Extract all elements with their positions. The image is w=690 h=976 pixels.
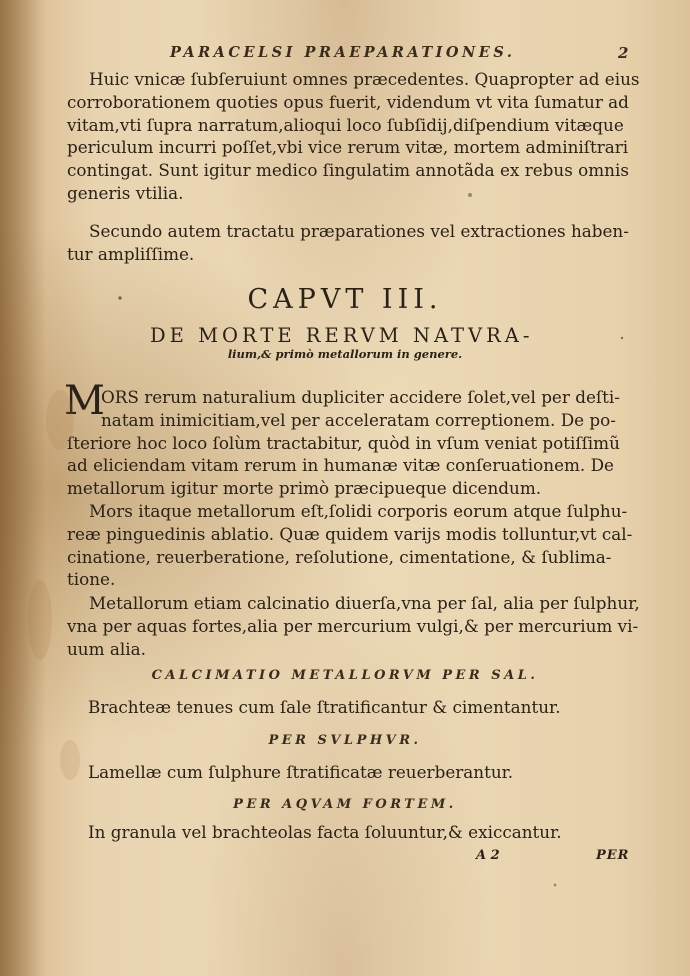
text-line: generis vtilia.: [67, 182, 184, 203]
chapter-title: CAPVT III.: [247, 284, 443, 315]
text-line: ORS rerum naturalium dupliciter accidere ſolet,vel per deſti-: [101, 387, 620, 407]
text-line: reæ pinguedinis ablatio. Quæ quidem varijs modis tolluntur,vt cal-: [67, 523, 633, 544]
text-line: corroborationem quoties opus fuerit, videndum vt vita ſumatur ad: [67, 91, 629, 112]
text-line: tione.: [67, 569, 116, 590]
recipe-aqua-fortis: In granula vel brachteolas facta ſoluuntur,& exiccantur.: [88, 822, 562, 842]
text-line: vna per aquas fortes,alia per mercurium vulgi,& per mercurium vi-: [67, 615, 639, 636]
text-line: vitam,vti ſupra narratum,alioqui loco ſubſidij,diſpendium vitæque: [67, 114, 624, 135]
text-line: ſteriore hoc loco ſolùm tractabitur, quòd in vſum veniat potiſſimũ: [67, 432, 620, 453]
page-spine-shadow: [0, 0, 46, 976]
chapter-subtitle-italic: lium,& primò metallorum in genere.: [227, 347, 463, 361]
section-heading-aqua-fortis: PER AQVAM FORTEM.: [233, 797, 457, 812]
text-line: uum alia.: [67, 638, 146, 659]
body-paragraph-1: [67, 386, 627, 500]
text-line: Mors itaque metallorum eſt,ſolidi corporis eorum atque ſulphu-: [89, 501, 628, 521]
drop-capital: M: [64, 378, 105, 424]
intro-paragraph-1: [67, 68, 640, 205]
text-line: Metallorum etiam calcinatio diuerſa,vna per ſal, alia per ſulphur,: [89, 593, 640, 613]
chapter-subtitle: DE MORTE RERVM NATVRA-: [150, 324, 534, 347]
text-line: ad eliciendam vitam rerum in humanæ vitæ conſeruationem. De: [67, 455, 614, 476]
section-heading-sulphur: PER SVLPHVR.: [268, 733, 422, 748]
text-line: periculum incurri poſſet,vbi vice rerum vitæ, mortem adminiſtrari: [67, 137, 629, 158]
body-paragraph-3: [67, 592, 640, 660]
page-number: 2: [618, 44, 629, 62]
text-line: metallorum igitur morte primò præcipueque dicendum.: [67, 478, 542, 499]
intro-paragraph-2: [67, 220, 627, 266]
text-line: Secundo autem tractatu præparationes vel extractiones haben-: [89, 221, 629, 241]
signature-mark: A 2: [476, 848, 500, 863]
catchword: PER: [596, 848, 630, 863]
recipe-salt: Brachteæ tenues cum ſale ſtratificantur & cimentantur.: [88, 697, 561, 717]
body-paragraph-2: [67, 500, 633, 591]
recipe-sulphur: Lamellæ cum ſulphure ſtratificatæ reuerberantur.: [88, 762, 514, 782]
text-line: contingat. Sunt igitur medico ſingulatim annotãda ex rebus omnis: [67, 160, 629, 181]
running-head: PARACELSI PRAEPARATIONES.: [170, 44, 516, 61]
text-line: natam inimicitiam,vel per acceleratam correptionem. De po-: [101, 409, 616, 430]
text-line: tur ampliſſime.: [67, 243, 195, 264]
section-heading-salt: CALCIMATIO METALLORVM PER SAL.: [151, 668, 539, 683]
text-line: cinatione, reuerberatione, reſolutione, cimentatione, & ſublima-: [67, 546, 612, 567]
text-line: Huic vnicæ ſubſeruiunt omnes præcedentes. Quapropter ad eius: [89, 69, 640, 89]
